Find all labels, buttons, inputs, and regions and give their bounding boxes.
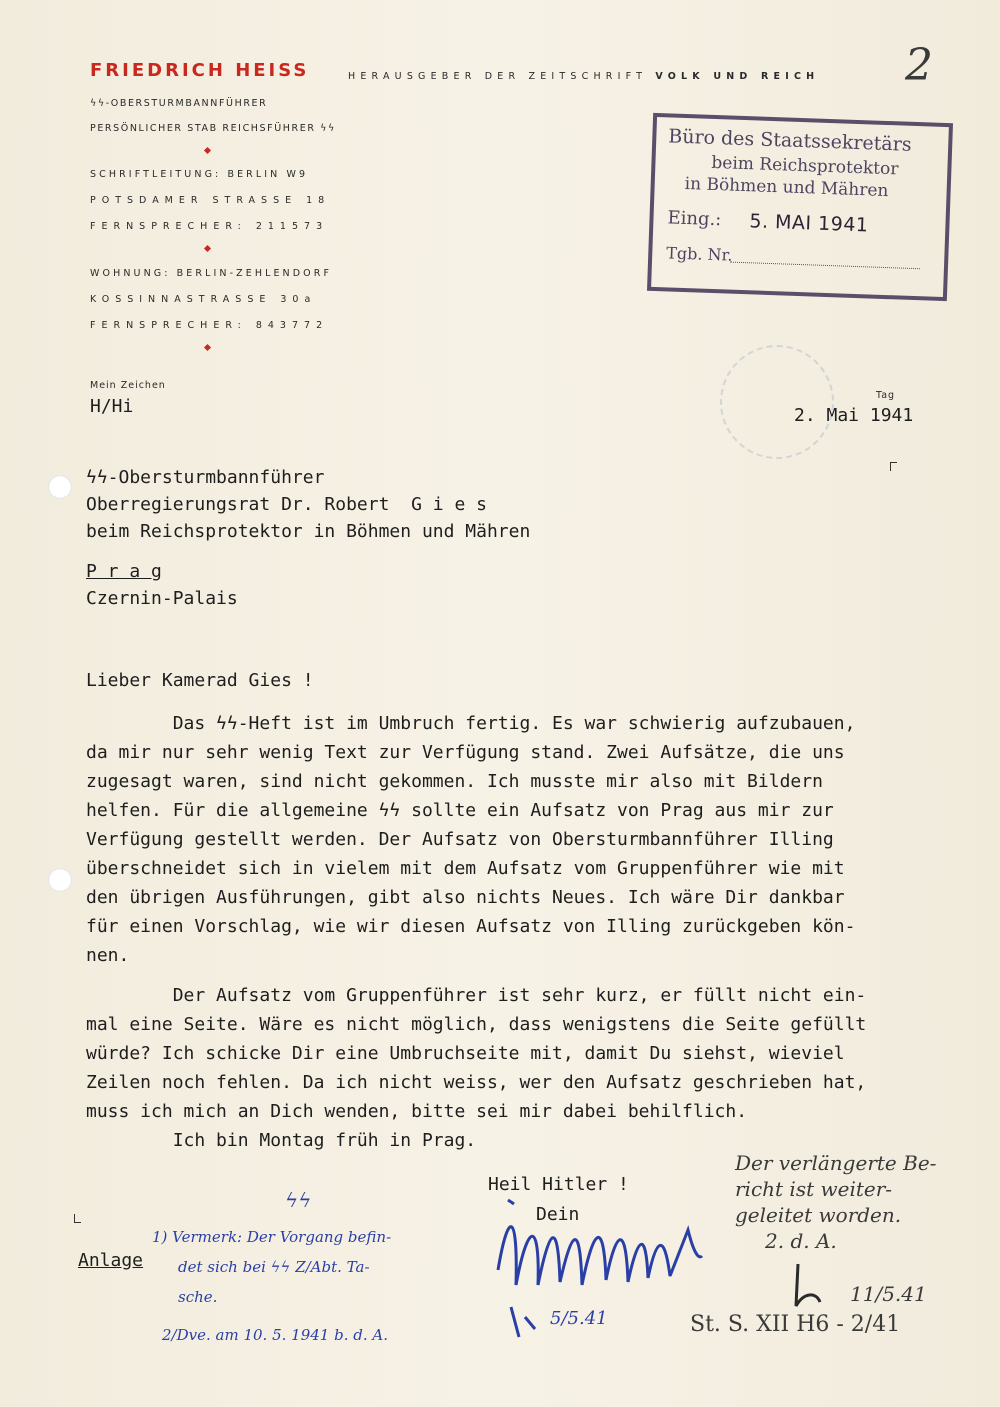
body-line: Ich bin Montag früh in Prag.: [86, 1130, 477, 1151]
publisher-label: HERAUSGEBER DER ZEITSCHRIFT: [348, 71, 648, 82]
recipient-rank: ϟϟ-Obersturmbannführer: [86, 467, 325, 488]
divider-diamond: [204, 245, 211, 252]
punch-hole-bottom: [48, 868, 72, 892]
handwritten-note-left: [152, 1222, 391, 1350]
stamp-journal-line: [730, 262, 920, 270]
stamp-office-line3: in Böhmen und Mähren: [684, 173, 889, 202]
recipient-name: Oberregierungsrat Dr. Robert G i e s: [86, 494, 487, 515]
recipient-city: P r a g: [86, 561, 162, 582]
handwritten-initial-blue: [505, 1303, 545, 1343]
stamp-journal-label: Tgb. Nr.: [665, 243, 733, 265]
stamp-received-label: Eing.:: [667, 207, 722, 231]
body-line: zugesagt waren, sind nicht gekommen. Ich musste mir also mit Bildern: [86, 771, 823, 792]
letterhead-staff: PERSÖNLICHER STAB REICHSFÜHRER ϟϟ: [90, 123, 336, 134]
faint-round-stamp: [720, 345, 834, 459]
body-line: überschneidet sich in vielem mit dem Aufsatz vom Gruppenführer wie mit: [86, 858, 845, 879]
letterhead-name: FRIEDRICH HEISS: [90, 60, 310, 81]
divider-diamond: [204, 147, 211, 154]
body-line: nen.: [86, 945, 130, 966]
body-line: würde? Ich schicke Dir eine Umbruchseite mit, damit Du siehst, wieviel: [86, 1043, 845, 1064]
editorial-phone: FERNSPRECHER: 211573: [90, 221, 329, 232]
body-line: Das ϟϟ-Heft ist im Umbruch fertig. Es war schwierig aufzubauen,: [86, 713, 856, 734]
body-line: Verfügung gestellt werden. Der Aufsatz von Obersturmbannführer Illing: [86, 829, 834, 850]
reference-label: Mein Zeichen: [90, 380, 166, 391]
closing-signoff: Dein: [536, 1204, 580, 1225]
home-address: WOHNUNG: BERLIN-ZEHLENDORF: [90, 268, 333, 279]
body-line: Der Aufsatz vom Gruppenführer ist sehr kurz, er füllt nicht ein-: [86, 985, 867, 1006]
note-line: 1) Vermerk: Der Vorgang befin-: [152, 1228, 392, 1246]
handwritten-note-right: [735, 1150, 936, 1254]
recipient-address: Czernin-Palais: [86, 588, 238, 609]
punch-hole-top: [48, 475, 72, 499]
closing-greeting: Heil Hitler !: [488, 1174, 629, 1195]
letterhead-rank: ϟϟ-OBERSTURMBANNFÜHRER: [90, 98, 268, 109]
editorial-address: SCHRIFTLEITUNG: BERLIN W9: [90, 169, 309, 180]
enclosure-label: Anlage: [78, 1250, 144, 1271]
editorial-street: POTSDAMER STRASSE 18: [90, 195, 331, 206]
note-line: 2. d. A.: [765, 1229, 837, 1253]
stamp-office: Büro des Staatssekretärs: [668, 125, 912, 156]
note-line: geleitet worden.: [735, 1203, 902, 1227]
note-line: richt ist weiter-: [735, 1177, 893, 1201]
handwritten-page-mark: 2: [905, 40, 933, 91]
body-line: mal eine Seite. Wäre es nicht möglich, dass wenigstens die Seite gefüllt: [86, 1014, 867, 1035]
file-reference: St. S. XII H6 - 2/41: [690, 1312, 901, 1337]
ss-rune-mark: ϟϟ: [285, 1188, 312, 1212]
note-line: 2/Dve. am 10. 5. 1941 b. d. A.: [162, 1326, 388, 1344]
reference-value: H/Hi: [90, 396, 134, 417]
note-line: sche.: [178, 1288, 218, 1306]
handwritten-initial: [790, 1262, 830, 1312]
handwritten-initial-blue-date: 5/5.41: [550, 1308, 608, 1329]
stamp-received-date: 5. MAI 1941: [749, 210, 869, 237]
letter-date: 2. Mai 1941: [794, 405, 914, 426]
home-street: KOSSINNASTRASSE 30a: [90, 294, 317, 305]
handwritten-initial-date: 11/5.41: [850, 1282, 927, 1306]
note-line: Der verlängerte Be-: [735, 1151, 937, 1175]
stamp-office-line2: beim Reichsprotektor: [711, 152, 899, 180]
handwritten-signature: [488, 1190, 718, 1300]
body-line: den übrigen Ausführungen, gibt also nichts Neues. Ich wäre Dir dankbar: [86, 887, 845, 908]
body-line: helfen. Für die allgemeine ϟϟ sollte ein Aufsatz von Prag aus mir zur: [86, 800, 834, 821]
body-line: muss ich mich an Dich wenden, bitte sei mir dabei behilflich.: [86, 1101, 748, 1122]
recipient-office: beim Reichsprotektor in Böhmen und Mähren: [86, 521, 531, 542]
magazine-name: VOLK UND REICH: [655, 71, 820, 82]
body-line: da mir nur sehr wenig Text zur Verfügung stand. Zwei Aufsätze, die uns: [86, 742, 845, 763]
salutation: Lieber Kamerad Gies !: [86, 670, 314, 691]
letterhead-publisher: [348, 71, 819, 82]
date-label: Tag: [876, 390, 896, 401]
margin-mark: [890, 462, 897, 471]
margin-mark: [74, 1214, 81, 1223]
home-phone: FERNSPRECHER: 843772: [90, 320, 329, 331]
body-line: Zeilen noch fehlen. Da ich nicht weiss, wer den Aufsatz geschrieben hat,: [86, 1072, 867, 1093]
body-line: für einen Vorschlag, wie wir diesen Aufsatz von Illing zurückgeben kön-: [86, 916, 856, 937]
note-line: det sich bei ϟϟ Z/Abt. Ta-: [178, 1258, 370, 1276]
divider-diamond: [204, 344, 211, 351]
receipt-stamp: [647, 113, 953, 301]
